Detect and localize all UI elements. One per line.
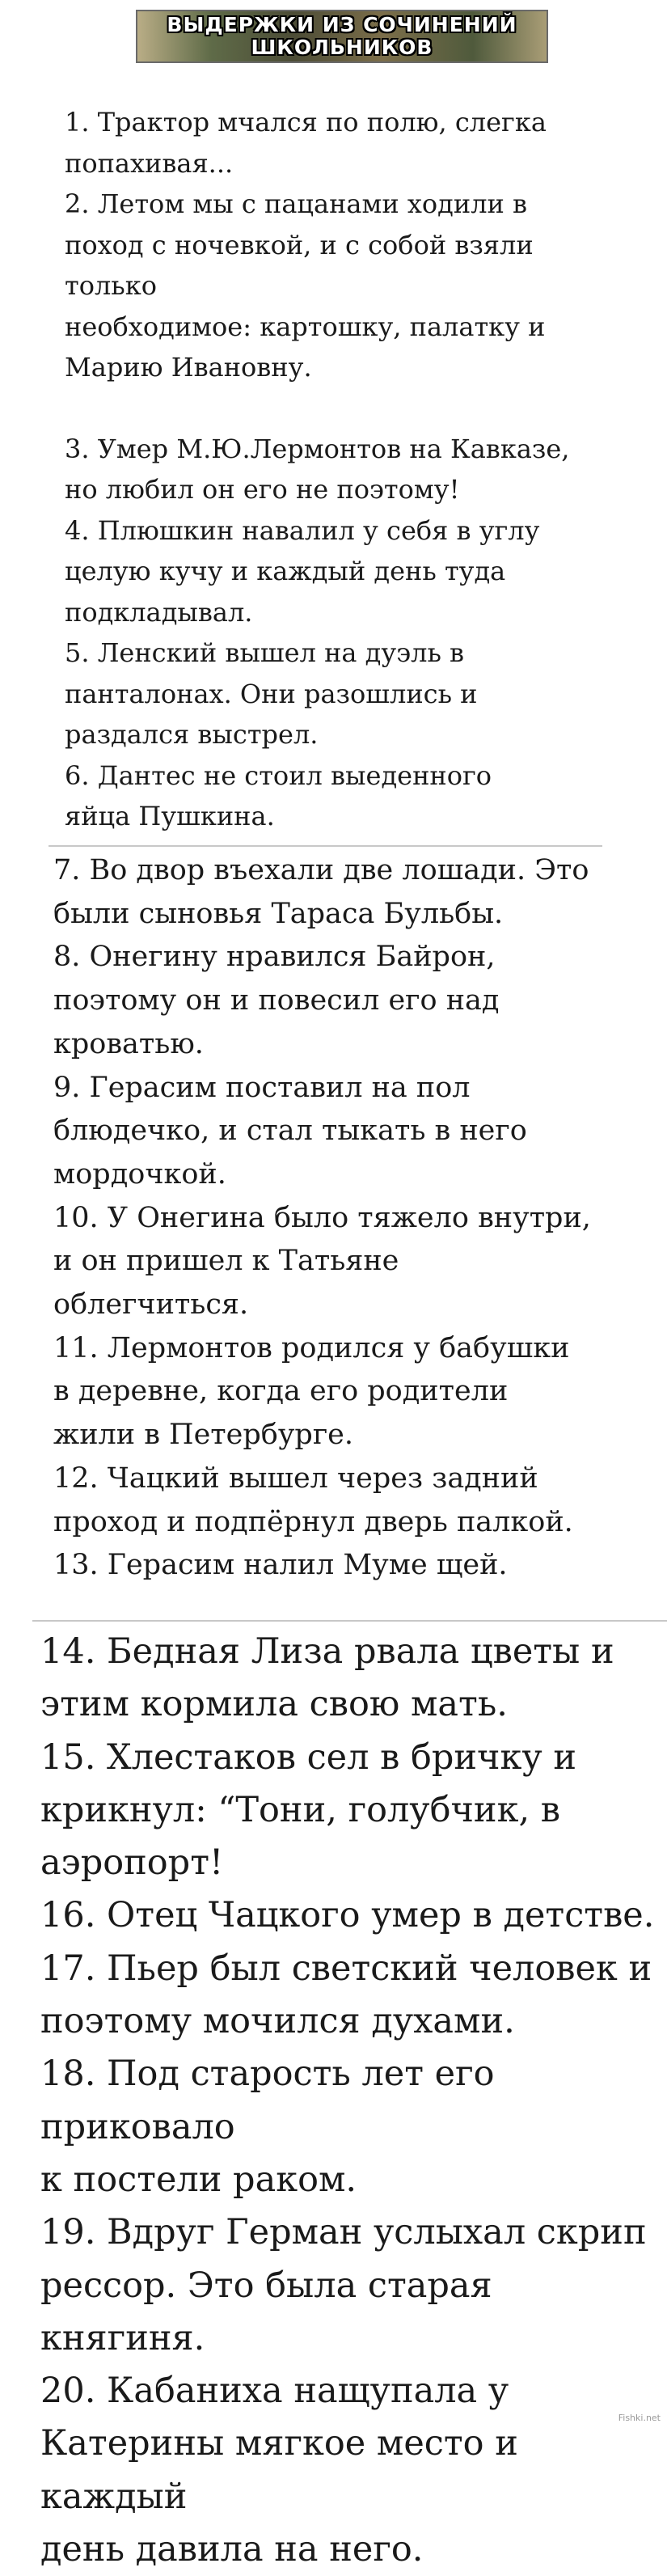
quote-item bbox=[40, 1889, 663, 1942]
quote-line: этим кормила свою мать. bbox=[40, 1684, 508, 1725]
quote-line: 8. Онегину нравился Байрон, bbox=[53, 941, 496, 974]
quote-line: 3. Умер М.Ю.Лермонтов на Кавказе, bbox=[65, 433, 570, 464]
quotes-section-3 bbox=[40, 1626, 663, 2576]
quote-line: поэтому мочился духами. bbox=[40, 2001, 515, 2042]
quote-line: 9. Герасим поставил на пол bbox=[53, 1071, 471, 1104]
quote-line: блюдечко, и стал тыкать в него bbox=[53, 1115, 527, 1148]
quote-item bbox=[53, 1544, 619, 1588]
quote-line: день давила на него. bbox=[40, 2529, 424, 2570]
quote-line: кроватью. bbox=[53, 1027, 204, 1060]
quote-item bbox=[53, 1067, 619, 1197]
quote-line: рессор. Это была старая княгиня. bbox=[40, 2265, 492, 2358]
quote-item bbox=[65, 429, 590, 510]
quote-line: 20. Кабаниха нащупала у bbox=[40, 2371, 509, 2412]
banner-title-line-2: ШКОЛЬНИКОВ bbox=[251, 36, 433, 59]
quote-line: в деревне, когда его родители bbox=[53, 1375, 509, 1408]
quote-line: 6. Дантес не стоил выеденного bbox=[65, 759, 492, 791]
quote-line: крикнул: “Тони, голубчик, в bbox=[40, 1789, 561, 1830]
quote-line: 10. У Онегина было тяжело внутри, bbox=[53, 1201, 591, 1234]
quote-line: 1. Трактор мчался по полю, слегка bbox=[65, 107, 547, 137]
quote-line: 17. Пьер был светский человек и bbox=[40, 1948, 652, 1989]
quote-item bbox=[40, 2048, 663, 2206]
quote-line: 4. Плюшкин навалил у себя в углу bbox=[65, 514, 540, 546]
quote-item bbox=[65, 184, 590, 388]
quote-line: 2. Летом мы с пацанами ходили в bbox=[65, 188, 528, 219]
quote-line: попахивая... bbox=[65, 147, 234, 179]
quote-line: необходимое: картошку, палатку и bbox=[65, 311, 546, 342]
section-divider bbox=[49, 845, 602, 847]
quote-line: 13. Герасим налил Муме щей. bbox=[53, 1549, 508, 1582]
quote-line: мордочкой. bbox=[53, 1157, 226, 1191]
title-banner bbox=[136, 10, 548, 63]
quote-item bbox=[65, 102, 590, 184]
watermark: Fishki.net bbox=[618, 2413, 661, 2423]
quote-line: 12. Чацкий вышел через задний bbox=[53, 1461, 538, 1495]
quote-item bbox=[40, 1943, 663, 2049]
quote-item bbox=[40, 2365, 663, 2576]
quote-line: но любил он его не поэтому! bbox=[65, 474, 460, 505]
quote-line: 5. Ленский вышел на дуэль в bbox=[65, 637, 465, 668]
quote-line: аэропорт! bbox=[40, 1842, 224, 1884]
quote-line: поэтому он и повесил его над bbox=[53, 984, 500, 1017]
quote-line: раздался выстрел. bbox=[65, 719, 319, 750]
quote-item bbox=[65, 510, 590, 633]
quote-line: 14. Бедная Лиза рвала цветы и bbox=[40, 1631, 614, 1672]
quote-item bbox=[65, 755, 590, 837]
paragraph-gap bbox=[65, 388, 590, 429]
quote-line: были сыновья Тараса Бульбы. bbox=[53, 897, 504, 930]
quote-line: Марию Ивановну. bbox=[65, 352, 312, 383]
quote-line: к постели раком. bbox=[40, 2159, 357, 2200]
quote-line: 16. Отец Чацкого умер в детстве. bbox=[40, 1895, 655, 1936]
quote-item bbox=[40, 1626, 663, 1732]
quote-item bbox=[53, 1457, 619, 1544]
quote-item bbox=[53, 936, 619, 1066]
quote-item bbox=[53, 1197, 619, 1327]
banner-title-line-1: ВЫДЕРЖКИ ИЗ СОЧИНЕНИЙ bbox=[167, 13, 517, 36]
quote-line: яйца Пушкина. bbox=[65, 801, 275, 831]
quote-item bbox=[65, 632, 590, 755]
quote-line: панталонах. Они разошлись и bbox=[65, 678, 478, 709]
quote-line: 18. Под старость лет его приковало bbox=[40, 2054, 495, 2147]
quote-line: целую кучу и каждый день туда bbox=[65, 556, 506, 586]
quote-line: и он пришел к Татьяне bbox=[53, 1245, 399, 1278]
quote-line: Катерины мягкое место и каждый bbox=[40, 2423, 518, 2517]
quote-line: облегчиться. bbox=[53, 1288, 249, 1322]
quote-item bbox=[53, 1327, 619, 1457]
quote-line: 7. Во двор въехали две лошади. Это bbox=[53, 854, 589, 886]
quote-line: только bbox=[65, 270, 157, 301]
quote-line: подкладывал. bbox=[65, 596, 253, 628]
quote-line: поход с ночевкой, и с собой взяли bbox=[65, 229, 534, 260]
quotes-section-1 bbox=[65, 102, 590, 837]
quote-line: 11. Лермонтов родился у бабушки bbox=[53, 1331, 570, 1364]
quote-item bbox=[40, 2206, 663, 2365]
quote-line: жили в Петербурге. bbox=[53, 1419, 354, 1452]
quote-line: 15. Хлестаков сел в бричку и bbox=[40, 1736, 576, 1778]
quotes-section-2 bbox=[53, 849, 619, 1588]
quote-line: проход и подпёрнул дверь палкой. bbox=[53, 1505, 573, 1538]
section-divider bbox=[32, 1620, 667, 1622]
quote-item bbox=[40, 1732, 663, 1890]
quote-line: 19. Вдруг Герман услыхал скрип bbox=[40, 2212, 647, 2253]
quote-item bbox=[53, 849, 619, 936]
